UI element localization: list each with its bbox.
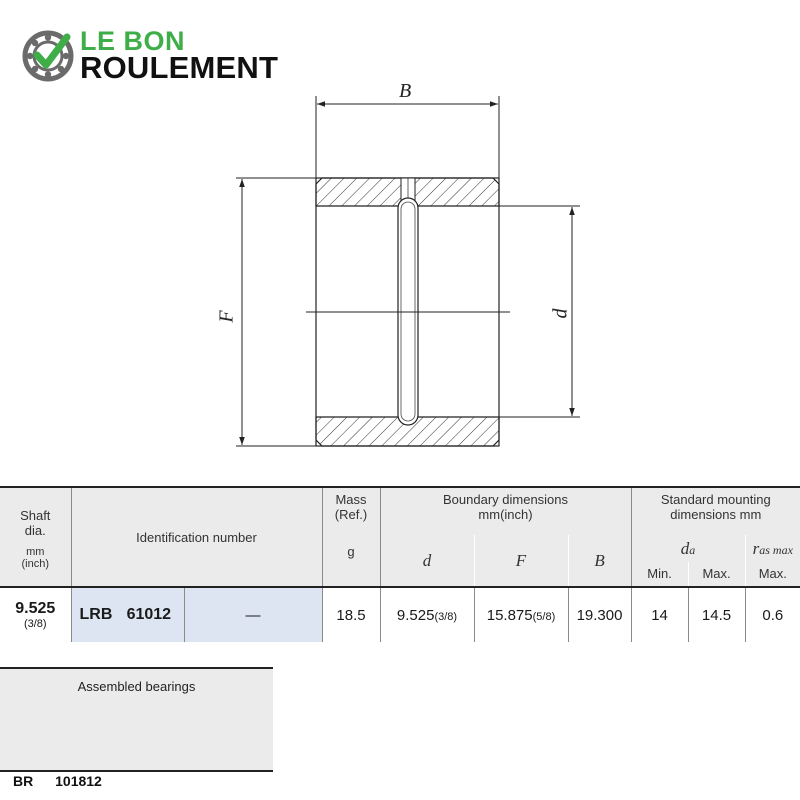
header-d: d xyxy=(380,535,474,587)
header-r: ras max Max. xyxy=(745,535,800,587)
cell-mass: 18.5 xyxy=(322,587,380,642)
cell-shaft: 9.525 (3/8) xyxy=(15,600,56,630)
header-da: da Min. Max. xyxy=(631,535,745,587)
cell-id-alt: — xyxy=(184,587,322,642)
brand-name-line2: ROULEMENT xyxy=(80,50,279,85)
cell-f: 15.875(5/8) xyxy=(474,587,568,642)
dimension-label-d: d xyxy=(549,308,572,319)
cell-r-max: 0.6 xyxy=(745,587,800,642)
cell-d: 9.525(3/8) xyxy=(380,587,474,642)
cell-da-max: 14.5 xyxy=(688,587,745,642)
table-row xyxy=(0,587,800,642)
header-identification: Identification number xyxy=(71,487,322,587)
header-boundary: Boundary dimensions mm(inch) xyxy=(380,487,631,535)
header-f: F xyxy=(474,535,568,587)
header-mounting: Standard mounting dimensions mm xyxy=(631,487,800,535)
brand-name-line1: LE BON xyxy=(80,26,186,56)
dimension-label-b: B xyxy=(399,80,412,102)
cell-id-number: LRB 61012 xyxy=(71,587,184,642)
cell-da-min: 14 xyxy=(631,587,688,642)
table-header-row xyxy=(0,487,800,535)
header-b: B xyxy=(568,535,631,587)
header-mass: Mass (Ref.) g xyxy=(322,487,380,587)
cell-b: 19.300 xyxy=(568,587,631,642)
assembled-bearings-panel xyxy=(0,667,273,772)
spec-table xyxy=(0,486,800,642)
assembled-bearing-row xyxy=(13,773,102,789)
assembled-prefix: BR xyxy=(13,773,34,789)
assembled-bearings-title: Assembled bearings xyxy=(77,679,196,694)
dimension-label-f: F xyxy=(215,310,238,323)
header-shaft: Shaft dia. mm (inch) xyxy=(0,487,71,587)
assembled-number: 101812 xyxy=(55,773,102,789)
